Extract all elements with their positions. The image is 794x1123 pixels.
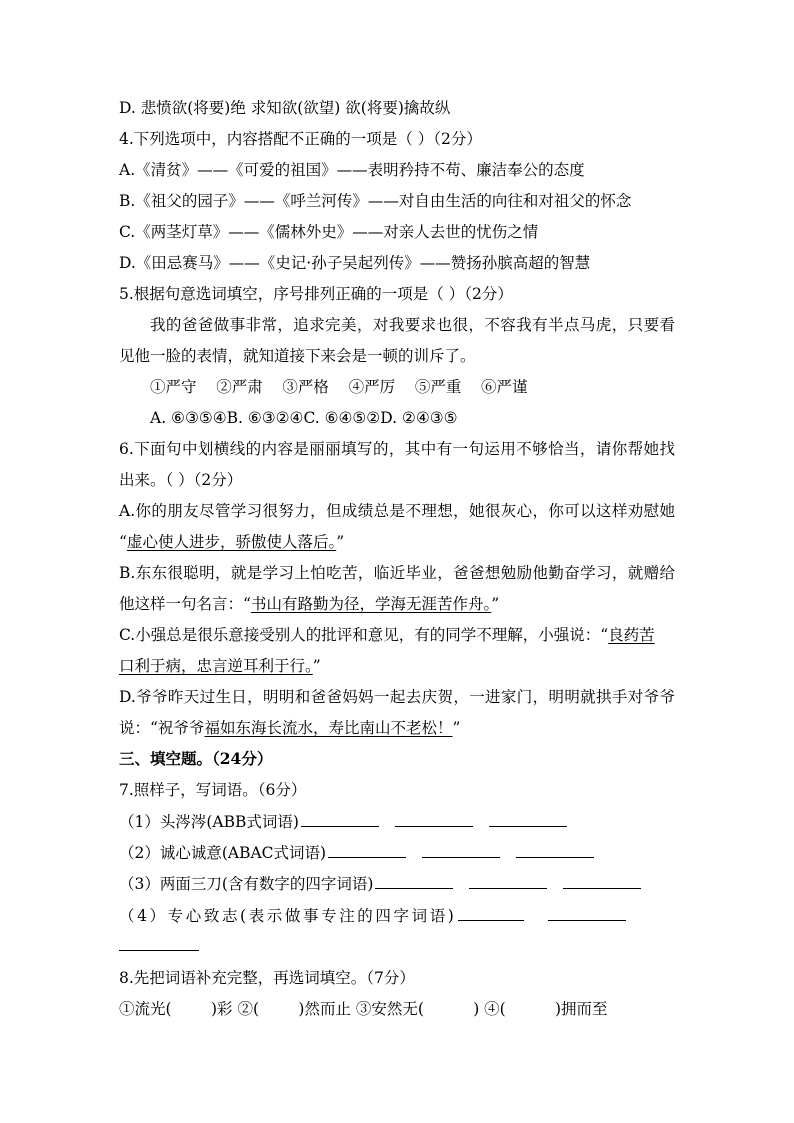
q3-option-d: D. 悲愤欲(将要)绝 求知欲(欲望) 欲(将要)擒故纵 <box>119 99 451 117</box>
q5-passage-line1: 我的爸爸做事非常，追求完美，对我要求也很，不容我有半点马虎，只要看 <box>150 316 675 334</box>
answer-blank[interactable] <box>469 887 547 889</box>
q7-stem: 7.照样子，写词语。（6分） <box>119 781 307 799</box>
q6-option-c-prefix: C.小强总是很乐意接受别人的批评和意见，有的同学不理解，小强说：“ <box>119 626 609 644</box>
q5-stem: 5.根据句意选词填空，序号排列正确的一项是（ ）（2分） <box>119 285 513 303</box>
q4-stem: 4.下列选项中，内容搭配不正确的一项是（ ）（2分） <box>119 130 482 148</box>
q6-option-c-line2 <box>119 655 675 677</box>
q7-item-3 <box>119 873 675 895</box>
q8-stem: 8.先把词语补充完整，再选词填空。（7分） <box>119 969 415 987</box>
q6-option-b-underlined: 书山有路勤为径，学海无涯苦作舟。 <box>250 595 492 613</box>
answer-blank[interactable] <box>422 856 500 858</box>
q6-option-d-underlined: 福如东海长流水，寿比南山不老松！ <box>204 719 453 737</box>
q5-word-choices: ①严守 ②严肃 ③严格 ④严厉 ⑤严重 ⑥严谨 <box>150 378 528 396</box>
q6-option-c-underlined-2: 口利于病，忠言逆耳利于行。 <box>119 657 313 675</box>
q6-option-b-line1: B.东东很聪明，就是学习上怕吃苦，临近毕业，爸爸想勉励他勤奋学习，就赠给 <box>119 564 675 582</box>
q7-item-2 <box>119 842 675 864</box>
q7-item-1 <box>119 811 675 833</box>
answer-blank[interactable] <box>375 887 453 889</box>
q6-option-a-line1: A.你的朋友尽管学习很努力，但成绩总是不理想，她很灰心，你可以这样劝慰她 <box>119 502 675 520</box>
answer-blank[interactable] <box>516 856 594 858</box>
q6-stem-line2: 出来。（ ）（2分） <box>119 471 243 489</box>
quote-close: ” <box>336 533 345 551</box>
q5-answer-options: A. ⑥③⑤④B. ⑥③②④C. ⑥④⑤②D. ②④③⑤ <box>150 409 458 427</box>
q8-items: ①流光( )彩 ②( )然而止 ③安然无( ) ④( )拥而至 <box>119 1000 608 1018</box>
q5-passage-line2: 见他一脸的表情，就知道接下来会是一顿的训斥了。 <box>119 347 476 365</box>
quote-open: “ <box>119 533 127 551</box>
q4-option-b: B.《祖父的园子》——《呼兰河传》——对自由生活的向往和对祖父的怀念 <box>119 192 632 210</box>
answer-blank[interactable] <box>395 825 473 827</box>
answer-blank[interactable] <box>119 950 199 951</box>
answer-blank[interactable] <box>301 825 379 827</box>
q6-option-a-underlined: 虚心使人进步，骄傲使人落后。 <box>126 533 337 551</box>
q6-option-b-line2 <box>119 593 675 615</box>
q6-option-b-prefix: 他这样一句名言：“ <box>119 595 251 613</box>
q7-item-1-label: （1）头涔涔(ABB式词语) <box>119 813 299 831</box>
q7-item-2-label: （2）诚心诚意(ABAC式词语) <box>119 844 327 862</box>
answer-blank[interactable] <box>458 919 524 921</box>
answer-blank[interactable] <box>328 856 406 858</box>
q4-option-c: C.《两茎灯草》——《儒林外史》——对亲人去世的忧伤之情 <box>119 223 539 241</box>
q6-option-d-prefix: 说：“祝爷爷 <box>119 719 205 737</box>
quote-close: ” <box>452 719 461 737</box>
q7-item-4-label: （4）专心致志(表示做事专注的四字词语) <box>119 907 457 925</box>
q6-option-d-line2 <box>119 717 675 739</box>
q6-option-d-line1: D.爷爷昨天过生日，明明和爸爸妈妈一起去庆贺，一进家门，明明就拱手对爷爷 <box>119 688 675 706</box>
q4-option-d: D.《田忌赛马》——《史记·孙子吴起列传》——赞扬孙膑高超的智慧 <box>119 254 591 272</box>
q7-item-3-label: （3）两面三刀(含有数字的四字词语) <box>119 875 374 893</box>
q6-option-a-line2 <box>119 531 675 553</box>
section-3-heading: 三、填空题。（24分） <box>119 749 273 768</box>
q7-item-4 <box>119 905 675 927</box>
quote-close: ” <box>312 657 321 675</box>
answer-blank[interactable] <box>548 919 626 921</box>
q4-option-a: A.《清贫》——《可爱的祖国》——表明矜持不苟、廉洁奉公的态度 <box>119 161 585 179</box>
answer-blank[interactable] <box>489 825 567 827</box>
q6-option-c-line1 <box>119 624 675 646</box>
answer-blank[interactable] <box>563 887 641 889</box>
q6-option-c-underlined-1: 良药苦 <box>608 626 655 644</box>
quote-close: ” <box>491 595 500 613</box>
q6-stem-line1: 6.下面句中划横线的内容是丽丽填写的，其中有一句运用不够恰当，请你帮她找 <box>119 440 675 458</box>
